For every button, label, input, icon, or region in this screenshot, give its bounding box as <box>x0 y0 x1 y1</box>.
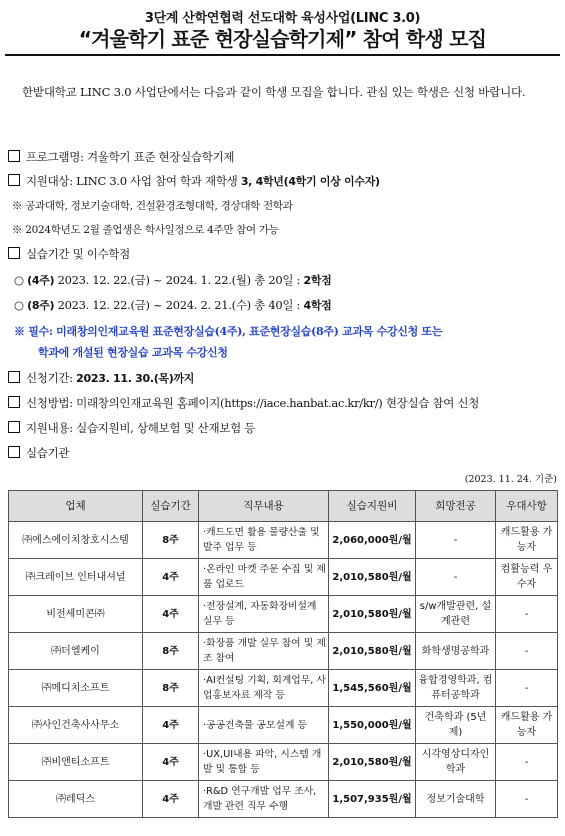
method-label: 신청방법: <box>26 396 73 410</box>
institutions-line <box>8 445 69 461</box>
institutions-label: 실습기관 <box>26 446 70 460</box>
major-cell: 화학생명공학과 <box>416 633 496 670</box>
note-graduates: ※ 2024학년도 2월 졸업생은 학사일정으로 4주만 참여 가능 <box>12 224 279 236</box>
period-cell: 4주 <box>143 707 199 744</box>
major-cell: 정보기술대학 <box>416 781 496 818</box>
checkbox-icon <box>8 396 20 408</box>
required-note-line1: ※ 필수: 미래창의인재교육원 표준현장실습(4주), 표준현장실습(8주) 교과목 수강신청 또는 <box>14 325 443 338</box>
col-header-major: 희망전공 <box>416 491 496 522</box>
table-row <box>9 670 558 707</box>
checkbox-icon <box>8 446 20 458</box>
company-cell: ㈜메디치소프트 <box>9 670 143 707</box>
circle-bullet-icon: ○ <box>14 273 28 287</box>
preference-cell: 컴활능력 우수자 <box>496 559 558 596</box>
method-line <box>8 395 479 411</box>
period-line <box>8 246 130 262</box>
support-value: 실습지원비, 상해보험 및 산재보험 등 <box>76 421 256 435</box>
duty-cell: ·전장설계, 자동화장비설계 실무 등 <box>199 596 329 633</box>
col-header-period: 실습기간 <box>143 491 199 522</box>
header-subtitle: 3단계 산학연협력 선도대학 육성사업(LINC 3.0) <box>144 11 421 26</box>
stipend-cell: 2,010,580원/월 <box>329 633 416 670</box>
checkbox-icon <box>8 247 20 259</box>
period-weeks: (8주) <box>27 299 55 312</box>
duty-cell: ·캐드도면 활용 물량산출 및 발주 업무 등 <box>199 522 329 559</box>
company-cell: ㈜사인건축사사무소 <box>9 707 143 744</box>
table-row <box>9 596 558 633</box>
table-row <box>9 781 558 818</box>
company-cell: 비전세미콘㈜ <box>9 596 143 633</box>
duty-cell: ·R&D 연구개발 업무 조사, 개발 관련 직무 수행 <box>199 781 329 818</box>
major-cell: s/w개발관련, 설계관련 <box>416 596 496 633</box>
support-label: 지원내용: <box>26 421 73 435</box>
table-row <box>9 559 558 596</box>
deadline-value: 2023. 11. 30.(목)까지 <box>76 372 195 385</box>
header-title: “겨울학기 표준 현장실습학기제” 참여 학생 모집 <box>78 27 487 51</box>
stipend-cell: 1,545,560원/월 <box>329 670 416 707</box>
period-option-8w <box>14 297 331 313</box>
major-cell: - <box>416 559 496 596</box>
duty-cell: ·AI컨설팅 기획, 회계업무, 사업홍보자료 제작 등 <box>199 670 329 707</box>
preference-cell: 캐드활용 가능자 <box>496 522 558 559</box>
checkbox-icon <box>8 174 20 186</box>
as-of-date: (2023. 11. 24. 기준) <box>464 474 557 485</box>
checkbox-icon <box>8 150 20 162</box>
duty-cell: ·화장품 개발 실무 참여 및 제조 참여 <box>199 633 329 670</box>
col-header-company: 업체 <box>9 491 143 522</box>
preference-cell: - <box>496 670 558 707</box>
major-cell: - <box>416 522 496 559</box>
period-cell: 4주 <box>143 559 199 596</box>
preference-cell: 캐드활용 가능자 <box>496 707 558 744</box>
period-cell: 4주 <box>143 596 199 633</box>
target-value-bold: 3, 4학년(4학기 이상 이수자) <box>240 175 380 188</box>
period-cell: 8주 <box>143 633 199 670</box>
program-value: 겨울학기 표준 현장실습학기제 <box>86 150 235 164</box>
company-cell: ㈜에스에이치창호시스템 <box>9 522 143 559</box>
table-row <box>9 633 558 670</box>
deadline-line <box>8 370 194 386</box>
table-row <box>9 744 558 781</box>
preference-cell: - <box>496 633 558 670</box>
stipend-cell: 2,010,580원/월 <box>329 744 416 781</box>
period-cell: 4주 <box>143 744 199 781</box>
deadline-label: 신청기간: <box>26 371 73 385</box>
period-dates: 2023. 12. 22.(금) ~ 2024. 2. 21.(수) 총 40일 : <box>57 298 304 312</box>
support-line <box>8 420 255 436</box>
stipend-cell: 1,550,000원/월 <box>329 707 416 744</box>
preference-cell: - <box>496 596 558 633</box>
company-cell: ㈜크레이브 인터내셔널 <box>9 559 143 596</box>
table-row <box>9 522 558 559</box>
col-header-duty: 직무내용 <box>199 491 329 522</box>
duty-cell: ·공공건축물 공모설계 등 <box>199 707 329 744</box>
target-label: 지원대상: <box>26 174 73 188</box>
period-label: 실습기간 및 이수학점 <box>26 247 130 261</box>
major-cell: 융합경영학과, 컴퓨터공학과 <box>416 670 496 707</box>
stipend-cell: 2,010,580원/월 <box>329 559 416 596</box>
preference-cell: - <box>496 781 558 818</box>
program-label: 프로그램명: <box>26 150 84 164</box>
checkbox-icon <box>8 371 20 383</box>
note-colleges: ※ 공과대학, 정보기술대학, 건설환경조형대학, 경상대학 전학과 <box>12 200 293 212</box>
col-header-stipend: 실습지원비 <box>329 491 416 522</box>
period-option-4w <box>14 272 331 288</box>
institutions-table <box>8 490 558 818</box>
major-cell: 시각영상디자인학과 <box>416 744 496 781</box>
circle-bullet-icon: ○ <box>14 298 28 312</box>
period-cell: 8주 <box>143 522 199 559</box>
target-line <box>8 173 380 189</box>
period-cell: 4주 <box>143 781 199 818</box>
header-rule <box>5 54 560 56</box>
period-credit: 2학점 <box>303 274 332 287</box>
table-row <box>9 707 558 744</box>
checkbox-icon <box>8 421 20 433</box>
stipend-cell: 1,507,935원/월 <box>329 781 416 818</box>
intro-paragraph: 한밭대학교 LINC 3.0 사업단에서는 다음과 같이 학생 모집을 합니다. 관심 있는 학생은 신청 바랍니다. <box>22 85 526 99</box>
period-credit: 4학점 <box>303 299 332 312</box>
required-note-line2: 학과에 개설된 현장실습 교과목 수강신청 <box>38 346 228 359</box>
stipend-cell: 2,060,000원/월 <box>329 522 416 559</box>
period-cell: 8주 <box>143 670 199 707</box>
target-value: LINC 3.0 사업 참여 학과 재학생 <box>76 174 241 188</box>
period-dates: 2023. 12. 22.(금) ~ 2024. 1. 22.(월) 총 20일 : <box>57 273 304 287</box>
duty-cell: ·온라인 마켓 주문 수집 및 제품 업로드 <box>199 559 329 596</box>
company-cell: ㈜더엘케이 <box>9 633 143 670</box>
company-cell: ㈜비앤티소프트 <box>9 744 143 781</box>
program-line <box>8 149 234 165</box>
company-cell: ㈜레딕스 <box>9 781 143 818</box>
major-cell: 건축학과 (5년제) <box>416 707 496 744</box>
table-header-row <box>9 491 558 522</box>
stipend-cell: 2,010,580원/월 <box>329 596 416 633</box>
duty-cell: ·UX,UI내용 파악, 시스템 개발 및 통합 등 <box>199 744 329 781</box>
method-value: 미래창의인재교육원 홈페이지(https://iace.hanbat.ac.kr/kr/) 현장실습 참여 신청 <box>76 396 480 410</box>
col-header-preference: 우대사항 <box>496 491 558 522</box>
preference-cell: - <box>496 744 558 781</box>
period-weeks: (4주) <box>27 274 55 287</box>
